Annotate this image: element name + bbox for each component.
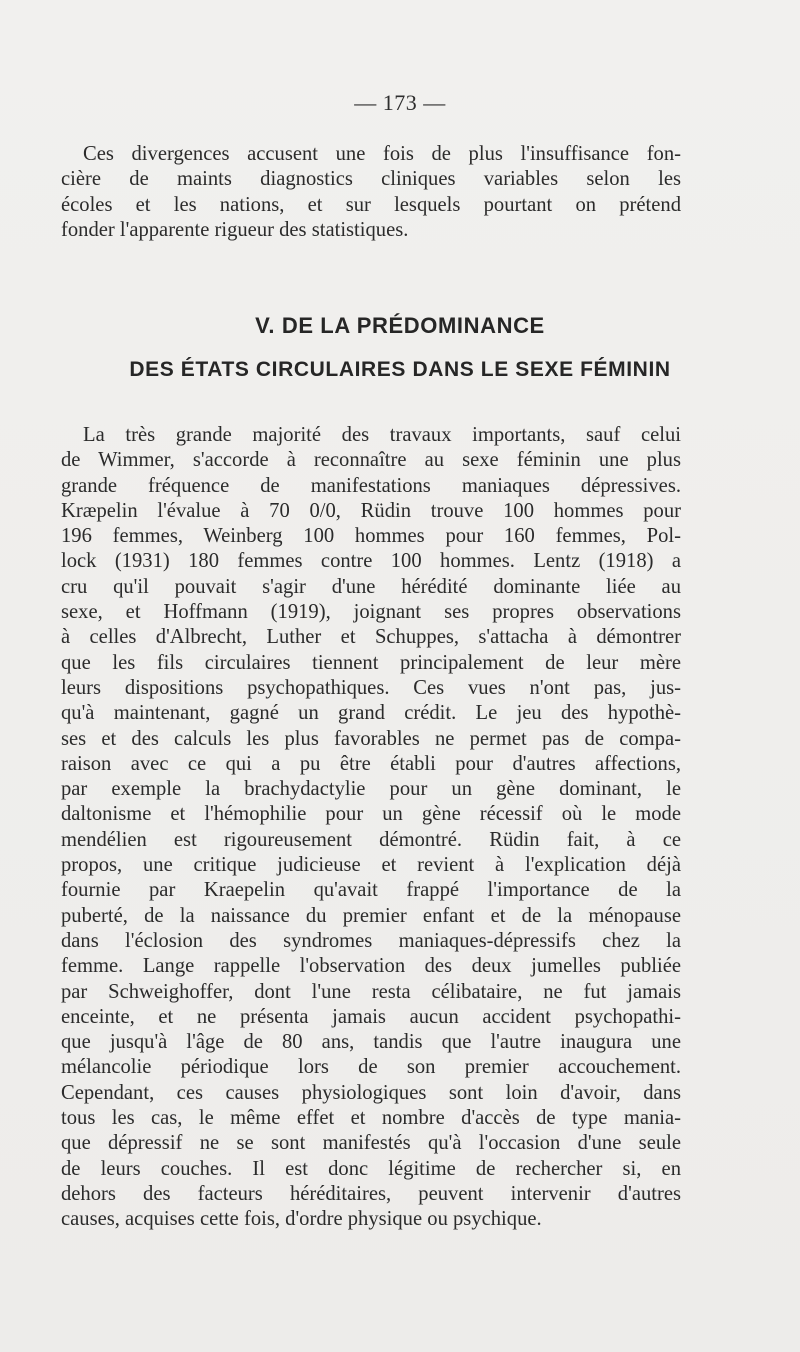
text-line: à celles d'Albrecht, Luther et Schuppes, s'attacha à démontrer	[61, 626, 681, 649]
text-line: enceinte, et ne présenta jamais aucun accident psychopathi-	[61, 1005, 681, 1028]
text-line: par exemple la brachydactylie pour un gène dominant, le	[61, 778, 681, 801]
section-title-line-1: V. DE LA PRÉDOMINANCE	[255, 313, 545, 338]
text-line: lock (1931) 180 femmes contre 100 hommes. Lentz (1918) a	[61, 550, 681, 573]
text-line: Ces divergences accusent une fois de plus l'insuffisance fon-	[83, 143, 681, 165]
paragraph-main	[61, 423, 681, 1233]
text-line: que jusqu'à l'âge de 80 ans, tandis que l'autre inaugura une	[61, 1031, 681, 1054]
text-line: leurs dispositions psychopathiques. Ces vues n'ont pas, jus-	[61, 676, 681, 699]
text-line: daltonisme et l'hémophilie pour un gène récessif où le mode	[61, 803, 681, 826]
text-line: sexe, et Hoffmann (1919), joignant ses propres observations	[61, 601, 681, 624]
text-line: dans l'éclosion des syndromes maniaques-dépressifs chez la	[61, 929, 681, 952]
text-line: dehors des facteurs héréditaires, peuvent intervenir d'autres	[61, 1182, 681, 1205]
section-title-line-2: DES ÉTATS CIRCULAIRES DANS LE SEXE FÉMININ	[129, 358, 671, 381]
text-line: 196 femmes, Weinberg 100 hommes pour 160 femmes, Pol-	[61, 525, 681, 548]
page-number: — 173 —	[354, 90, 446, 115]
text-line: écoles et les nations, et sur lesquels pourtant on prétend	[61, 193, 681, 216]
text-line: qu'à maintenant, gagné un grand crédit. Le jeu des hypothè-	[61, 702, 681, 725]
text-line: par Schweighoffer, dont l'une resta célibataire, ne fut jamais	[61, 980, 681, 1003]
text-line: que les fils circulaires tiennent principalement de leur mère	[61, 651, 681, 674]
text-line: Cependant, ces causes physiologiques sont loin d'avoir, dans	[61, 1081, 681, 1104]
text-line: de Wimmer, s'accorde à reconnaître au sexe féminin une plus	[61, 449, 681, 472]
text-line: fonder l'apparente rigueur des statistiques.	[61, 218, 409, 241]
text-line: Kræpelin l'évalue à 70 0/0, Rüdin trouve 100 hommes pour	[61, 499, 681, 522]
text-line: que dépressif ne se sont manifestés qu'à l'occasion d'une seule	[61, 1132, 681, 1155]
text-line: raison avec ce qui a pu être établi pour d'autres affections,	[61, 752, 681, 775]
text-line: grande fréquence de manifestations maniaques dépressives.	[61, 474, 681, 497]
text-line: La très grande majorité des travaux importants, sauf celui	[83, 424, 681, 446]
text-line: cru qu'il pouvait s'agir d'une hérédité dominante liée au	[61, 575, 681, 598]
text-line: ses et des calculs les plus favorables ne permet pas de compa-	[61, 727, 681, 750]
text-line: propos, une critique judicieuse et revient à l'explication déjà	[61, 854, 681, 877]
text-line: femme. Lange rappelle l'observation des deux jumelles publiée	[61, 955, 681, 978]
text-line: mendélien est rigoureusement démontré. Rüdin fait, à ce	[61, 828, 681, 851]
paragraph-intro	[61, 142, 681, 243]
text-line: causes, acquises cette fois, d'ordre physique ou psychique.	[61, 1208, 542, 1231]
text-line: fournie par Kraepelin qu'avait frappé l'importance de la	[61, 879, 681, 902]
text-line: puberté, de la naissance du premier enfant et de la ménopause	[61, 904, 681, 927]
text-line: tous les cas, le même effet et nombre d'accès de type mania-	[61, 1107, 681, 1130]
text-line: de leurs couches. Il est donc légitime de rechercher si, en	[61, 1157, 681, 1180]
text-line: cière de maints diagnostics cliniques variables selon les	[61, 168, 681, 191]
text-line: mélancolie périodique lors de son premier accouchement.	[61, 1056, 681, 1079]
